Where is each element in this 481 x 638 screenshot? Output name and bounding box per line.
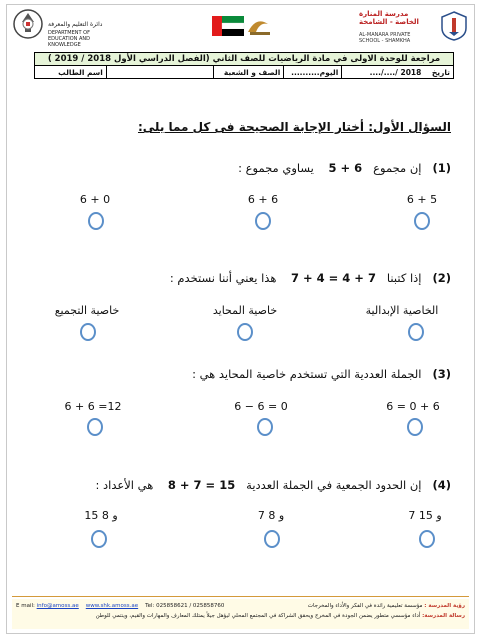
date-value: ..../..../ 2018	[369, 67, 422, 77]
question-text-pre: إن الحدود الجمعية في الجملة العددية	[246, 478, 422, 492]
question-4	[95, 478, 451, 492]
answer-circle[interactable]	[419, 530, 435, 548]
school-mission	[96, 613, 465, 619]
question-expression: 7 + 4 = 4 + 7	[291, 271, 376, 285]
question-text-pre: الجملة العددية التي تستخدم خاصية المحايد هي :	[192, 367, 422, 381]
answer-circle[interactable]	[264, 530, 280, 548]
student-name-field[interactable]	[106, 66, 214, 79]
phone-numbers: Tel: 025858621 / 025858760	[145, 603, 225, 609]
date-field[interactable]	[342, 66, 454, 79]
option-text: 6 + 6	[247, 193, 279, 206]
mission-text: أداء مؤسسي متطور يضمن الجودة في المخرج ويحقق الشراكة في المجتمع المحلي ليؤهل جيلاً يمتلك المعارف والمهارات والقيم، وينتمي للوطن	[95, 613, 421, 619]
answer-circle[interactable]	[408, 323, 424, 341]
school-name-english: AL-MANARA PRIVATE SCHOOL - SHAMKHA	[359, 32, 411, 44]
uae-flag-logo-icon	[212, 12, 272, 40]
question-number: (4)	[432, 478, 451, 492]
question-expression: 5 + 6	[328, 161, 363, 175]
mission-label: رسالة المدرسة:	[422, 613, 465, 619]
question-text-pre: إن مجموع	[373, 161, 422, 175]
uae-emblem-icon	[12, 8, 44, 42]
page-frame	[6, 4, 475, 634]
answer-circle[interactable]	[255, 212, 271, 230]
question-text-pre: إذا كتبنا	[386, 271, 422, 285]
option-text: 6 = 0 + 6	[386, 400, 440, 413]
footer	[12, 599, 469, 629]
vision-label: رؤية المدرسة :	[424, 603, 465, 609]
worksheet-title: مراجعة للوحدة الاولى في مادة الرياضيات للصف الثاني (الفصل الدراسي الأول 2018 / 2019 )	[35, 53, 454, 66]
option-text: 6 + 6 =12	[64, 400, 122, 413]
question-text-post: يساوي مجموع :	[238, 161, 314, 175]
option-text: 7 و 8	[257, 509, 285, 522]
school-name-arabic: مدرسة المنارة الخاصة - الشامخة	[359, 10, 419, 26]
option-text: 15 و 8	[84, 509, 118, 522]
question-number: (1)	[432, 161, 451, 175]
header	[12, 8, 469, 46]
day-field[interactable]: اليوم..........	[284, 66, 342, 79]
school-logo	[359, 8, 469, 44]
question-1	[238, 161, 451, 175]
vision-text: مؤسسة تعليمية رائدة في الفكر والأداء والمخرجات	[307, 603, 423, 609]
answer-circle[interactable]	[407, 418, 423, 436]
answer-circle[interactable]	[257, 418, 273, 436]
option-text: 7 و 15	[408, 509, 442, 522]
question-number: (3)	[432, 367, 451, 381]
date-label: تاريخ	[431, 67, 450, 77]
department-name-english: DEPARTMENT OF EDUCATION AND KNOWLEDGE	[48, 30, 90, 48]
footer-contact	[16, 603, 224, 609]
title-table	[34, 52, 454, 79]
email-prefix: E mail:	[16, 603, 35, 609]
department-name-arabic: دائرة التعليم والمعرفة	[48, 21, 103, 28]
answer-circle[interactable]	[237, 323, 253, 341]
school-vision	[308, 603, 465, 609]
student-name-label: اسم الطالب	[35, 66, 107, 79]
question-2	[170, 271, 451, 285]
answer-circle[interactable]	[414, 212, 430, 230]
answer-circle[interactable]	[88, 212, 104, 230]
option-text: 6 + 5	[406, 193, 438, 206]
footer-divider	[12, 596, 469, 597]
question-expression: 8 + 7 = 15	[167, 478, 236, 492]
question-heading: السؤال الأول: أختار الإجابة الصحيحة فى كل مما يلى:	[137, 120, 451, 134]
question-text-post: هي الأعداد :	[95, 478, 154, 492]
question-number: (2)	[432, 271, 451, 285]
school-crest-icon	[439, 10, 469, 42]
option-text: خاصية التجميع	[54, 304, 120, 317]
email-link[interactable]: info@amoss.ae	[36, 603, 79, 609]
answer-circle[interactable]	[87, 418, 103, 436]
option-text: الخاصية الإبدالية	[365, 304, 439, 317]
question-text-post: هذا يعني أننا نستخدم :	[169, 271, 277, 285]
answer-circle[interactable]	[80, 323, 96, 341]
website-link[interactable]: www.shk.amoss.ae	[85, 603, 139, 609]
grade-section-label: الصف و الشعبة	[214, 66, 284, 79]
answer-circle[interactable]	[91, 530, 107, 548]
option-text: خاصية المحايد	[212, 304, 278, 317]
option-text: 6 − 6 = 0	[234, 400, 288, 413]
option-text: 6 + 0	[79, 193, 111, 206]
question-3	[192, 367, 451, 381]
